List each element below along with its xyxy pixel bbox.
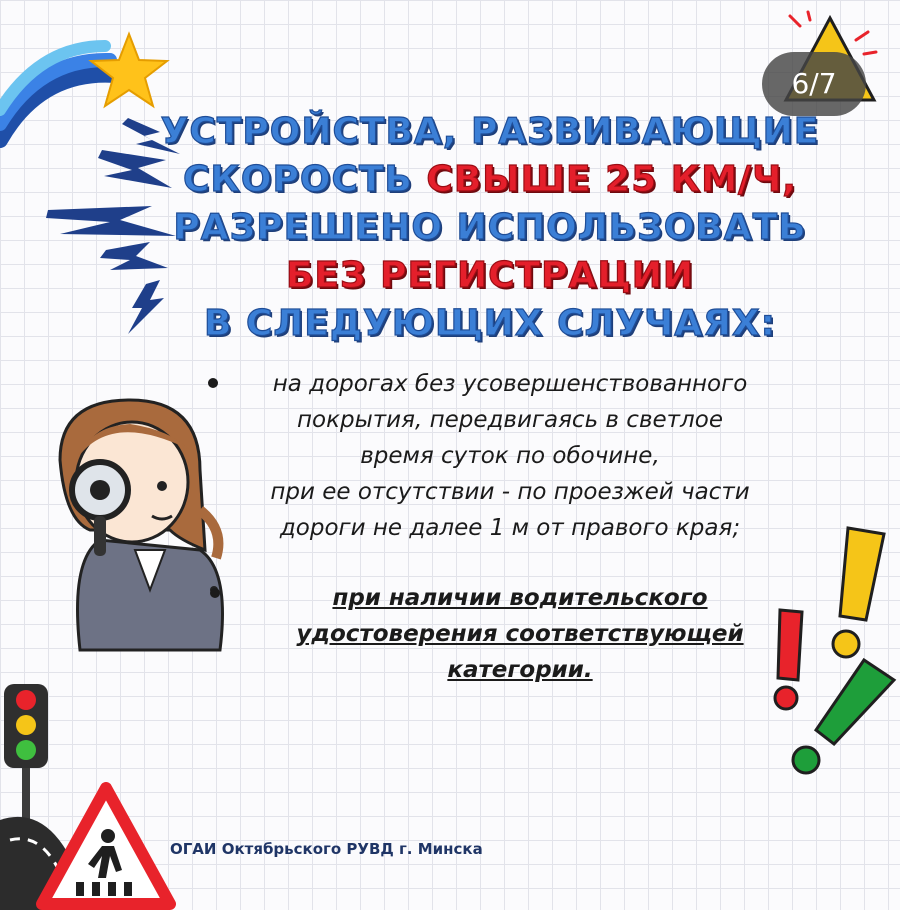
bullet-item-2-line: удостоверения соответствующей	[296, 621, 744, 647]
bullet-item-1-line: дороги не далее 1 м от правого края;	[279, 515, 741, 541]
star-icon	[88, 30, 170, 110]
footer-organization: ОГАИ Октябрьского РУВД г. Минска	[170, 840, 483, 858]
bullet-item-2-line: при наличии водительского	[332, 585, 708, 611]
title-line-3: РАЗРЕШЕНО ИСПОЛЬЗОВАТЬ	[173, 207, 807, 248]
bullet-item-1-line: при ее отсутствии - по проезжей части	[270, 479, 750, 505]
title-line-2-prefix: СКОРОСТЬ	[183, 159, 427, 200]
bullet-item-1	[205, 366, 815, 546]
title-line-1: УСТРОЙСТВА, РАЗВИВАЮЩИЕ	[160, 111, 820, 152]
bullet-item-1-line: на дорогах без усовершенствованного	[272, 371, 748, 397]
title-line-5: В СЛЕДУЮЩИХ СЛУЧАЯХ:	[203, 303, 776, 344]
bullet-marker	[210, 588, 220, 598]
page-title	[150, 108, 830, 348]
slide-counter: 6/7	[762, 52, 866, 116]
bullet-item-1-line: время суток по обочине,	[360, 443, 660, 469]
exclamation-icon	[760, 520, 900, 790]
title-highlight-speed: СВЫШЕ 25 КМ/Ч,	[426, 159, 797, 200]
title-highlight-no-registration: БЕЗ РЕГИСТРАЦИИ	[285, 255, 695, 296]
bullet-item-2-line: категории.	[447, 657, 593, 683]
bullet-item-1-line: покрытия, передвигаясь в светлое	[297, 407, 723, 433]
bullet-item-2	[250, 580, 790, 688]
pedestrian-crossing-sign-icon	[36, 782, 176, 910]
title-line-2	[150, 156, 830, 204]
